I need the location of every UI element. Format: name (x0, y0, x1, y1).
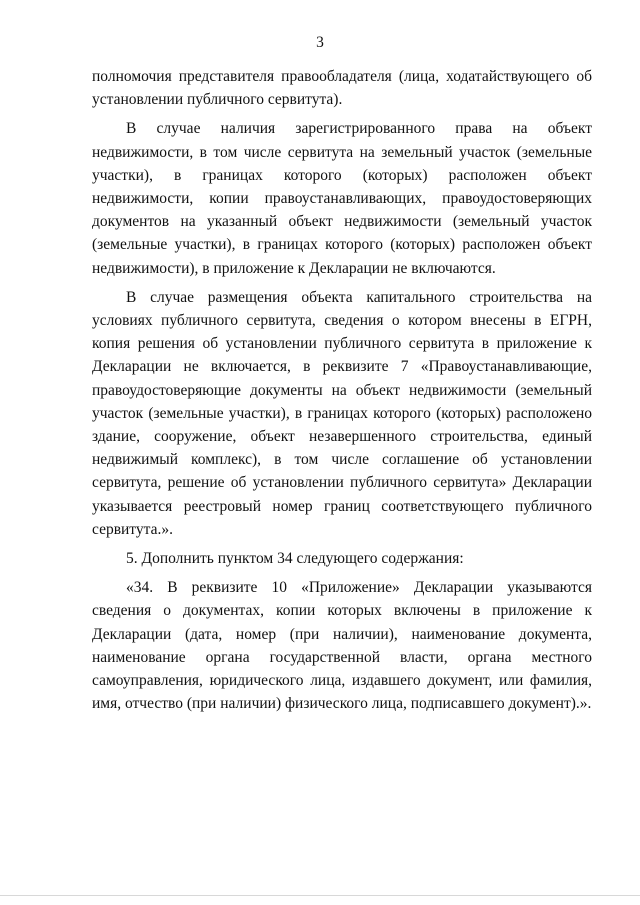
paragraph-2: В случае наличия зарегистрированного права на объект недвижимости, в том числе сервитута на земельный участок (земельные участки), в границах которого (которых) расположен объект недвижимости, копии правоустанавливающих, правоудостоверяющих документов на указанный объект недвижимости (земельный участок (земельные участки), в границах которого (которых) расположен объект недвижимости), в приложение к Декларации не включаются. (92, 120, 592, 277)
paragraph-3: В случае размещения объекта капитального строительства на условиях публичного сервитута, сведения о котором внесены в ЕГРН, копия решения об установлении публичного сервитута в приложение к Декларации не включается, в реквизите 7 «Правоустанавливающие, правоудостоверяющие документы на объект недвижимости (земельный участок (земельные участки), в границах которого (которых) расположено здание, сооружение, объект незавершенного строительства, единый недвижимый комплекс), в том числе соглашение об установлении сервитута, решение об установлении публичного сервитута» Декларации указывается реестровый номер границ соответствующего публичного сервитута.». (92, 288, 592, 538)
page-number: 3 (316, 34, 324, 51)
paragraph-1: полномочия представителя правообладателя (лица, ходатайствующего об установлении публичного сервитута). (92, 68, 592, 109)
document-body (92, 65, 592, 721)
paragraph-5: «34. В реквизите 10 «Приложение» Декларации указываются сведения о документах, копии которых включены в приложение к Декларации (дата, номер (при наличии), наименование документа, наименование органа государственной власти, органа местного самоуправления, юридического лица, издавшего документ, или фамилия, имя, отчество (при наличии) физического лица, подписавшего документ).». (92, 579, 592, 713)
paragraph-4: 5. Дополнить пунктом 34 следующего содержания: (126, 550, 464, 568)
scan-edge-line (0, 895, 640, 896)
